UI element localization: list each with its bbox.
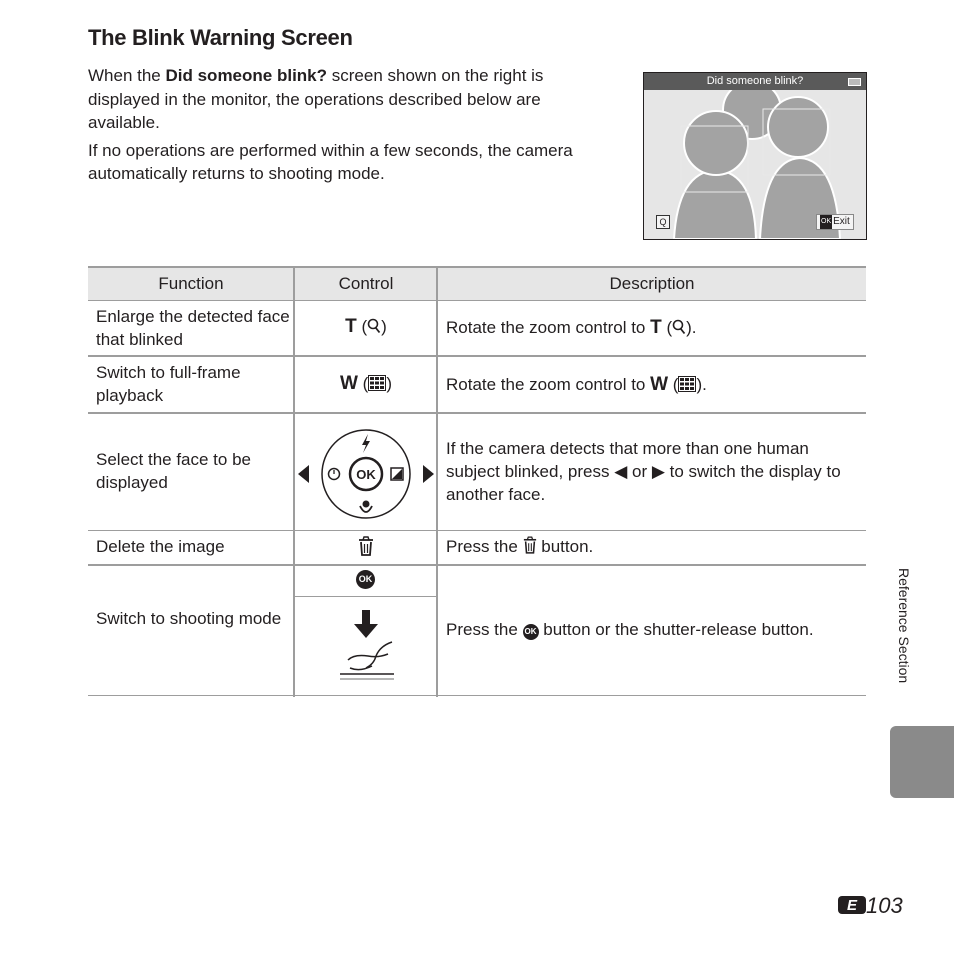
trash-icon <box>358 536 374 556</box>
column-divider <box>436 266 438 697</box>
intro-paragraph-1: When the Did someone blink? screen shown on the right is displayed in the monitor, the operations described below are available. <box>88 66 544 132</box>
intro-text <box>88 64 613 190</box>
exit-hint: OK Exit <box>816 214 854 230</box>
zoom-wide-control: W ( ) <box>340 373 392 394</box>
table-row-function: Delete the image <box>96 537 225 556</box>
ok-button-control <box>356 570 375 589</box>
ok-icon: OK <box>820 215 832 229</box>
left-arrow-icon <box>298 465 309 483</box>
table-row-description: Rotate the zoom control to T ( ). <box>446 317 697 338</box>
playback-zoom-icon <box>672 319 686 335</box>
row-divider <box>88 412 866 414</box>
table-row-function: Select the face to be displayed <box>96 450 251 492</box>
ok-button-icon: OK <box>523 624 539 640</box>
exposure-compensation-icon <box>391 468 403 480</box>
header-description: Description <box>609 274 695 293</box>
row-divider <box>88 530 866 531</box>
table-row-function: Switch to shooting mode <box>96 609 282 628</box>
left-person-head <box>684 111 748 175</box>
table-row-function: Switch to full-frame playback <box>96 363 241 405</box>
header-function: Function <box>158 274 224 293</box>
left-person-body <box>674 170 756 239</box>
right-person-head <box>768 97 828 157</box>
section-side-label: Reference Section <box>896 568 912 684</box>
intro-paragraph-2: If no operations are performed within a few seconds, the camera automatically returns to shooting mode. <box>88 140 573 183</box>
trash-icon <box>523 536 537 554</box>
thumbnail-icon <box>678 376 696 392</box>
playback-zoom-icon <box>367 318 381 334</box>
page-number: E 103 <box>838 893 903 919</box>
header-control: Control <box>338 274 394 293</box>
thumbnail-icon <box>368 375 386 391</box>
ok-button-label: OK <box>356 467 376 482</box>
table-row-description: Press the button. <box>446 537 594 556</box>
multi-selector-icon <box>298 426 434 522</box>
table-top-rule <box>88 266 866 268</box>
page-title: The Blink Warning Screen <box>88 25 353 50</box>
svg-text:E: E <box>846 897 858 914</box>
screen-name: Did someone blink? <box>165 66 328 85</box>
row-divider <box>88 300 866 301</box>
table-row-function: Enlarge the detected face that blinked <box>96 307 290 349</box>
table-row-description: If the camera detects that more than one human subject blinked, press ◀ or ▶ to switch the display to another face. <box>446 439 841 504</box>
right-arrow-icon <box>423 465 434 483</box>
shutter-release-press-icon <box>336 608 398 684</box>
reference-section-icon <box>838 896 866 914</box>
control-subdivider <box>294 596 438 597</box>
zoom-tele-control: T ( ) <box>345 316 387 337</box>
row-divider <box>88 564 866 566</box>
table-bottom-rule <box>88 695 866 696</box>
table-row-description: Rotate the zoom control to W ( ). <box>446 374 707 395</box>
row-divider <box>88 355 866 357</box>
blink-message: Did someone blink? <box>706 75 804 87</box>
blink-warning-monitor-illustration <box>643 72 867 240</box>
battery-icon <box>848 78 861 86</box>
section-tab-marker <box>890 726 954 798</box>
ok-button-icon: OK <box>356 570 375 589</box>
table-row-description: Press the OK button or the shutter-release button. <box>446 620 814 639</box>
zoom-icon: Q <box>656 215 670 229</box>
column-divider <box>293 266 295 697</box>
monitor-top-bar <box>644 73 866 90</box>
